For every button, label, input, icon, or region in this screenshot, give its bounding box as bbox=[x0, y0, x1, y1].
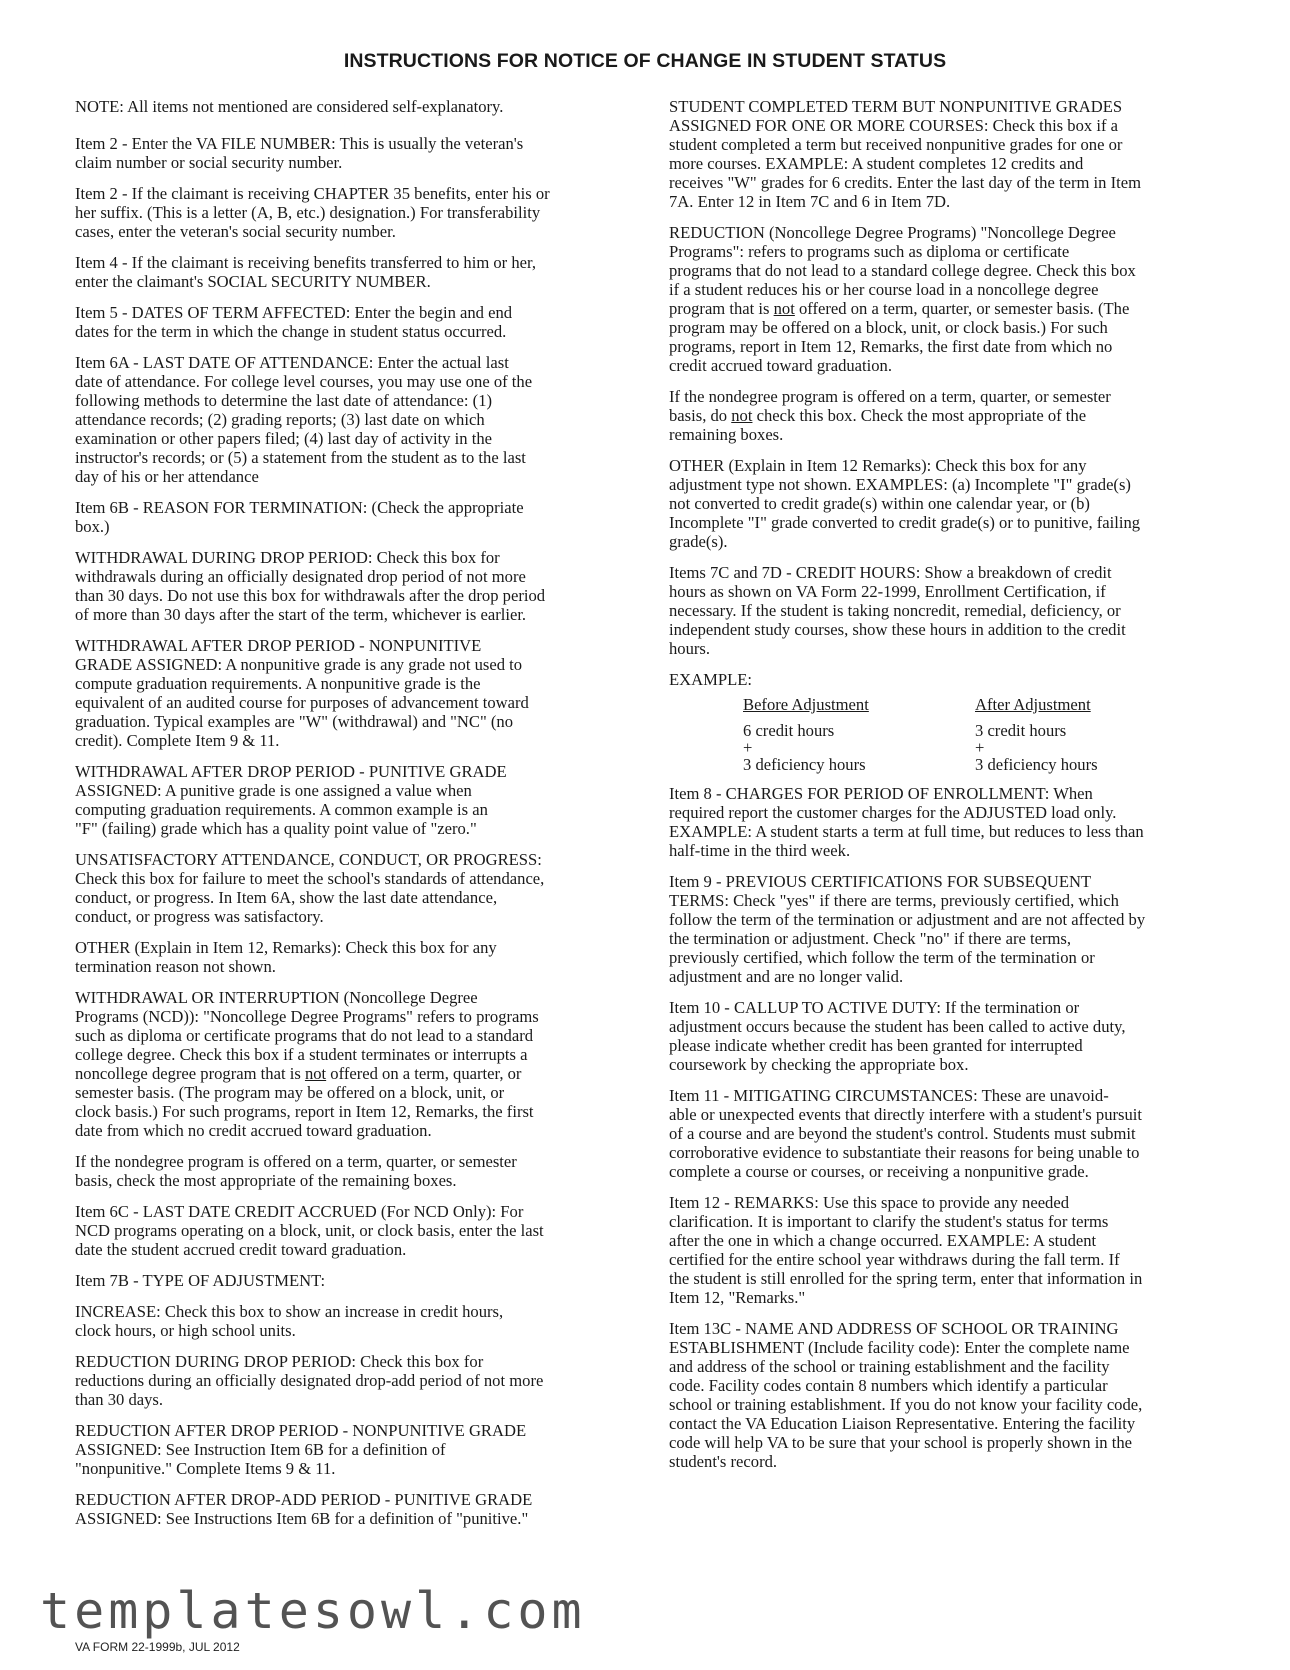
nondegree-term-basis-note: If the nondegree program is offered on a term, quarter, or semester basis, check the most appropriate of the remaining boxes. bbox=[75, 1152, 517, 1190]
example-row bbox=[669, 755, 1217, 774]
item-9-previous-certifications: Item 9 - PREVIOUS CERTIFICATIONS FOR SUBSEQUENT TERMS: Check "yes" if there are terms, previously certified, which follow the term of the termination or adjustment and are not affected by the termination or adjustment. Check "no" if there are terms, previously certified, which follow the term of the termination or adjustment and are no longer valid. bbox=[669, 872, 1146, 986]
item-10-callup-active-duty: Item 10 - CALLUP TO ACTIVE DUTY: If the termination or adjustment occurs because the student has been called to active duty, please indicate whether credit has been granted for interrupted coursework by checking the appropriate box. bbox=[669, 998, 1126, 1074]
item-7b-type-of-adjustment: Item 7B - TYPE OF ADJUSTMENT: bbox=[75, 1271, 326, 1290]
withdrawal-during-drop-period: WITHDRAWAL DURING DROP PERIOD: Check this box for withdrawals during an officially designated drop period of not more than 30 days. Do not use this box for withdrawals after the drop period of more than 30 days after the start of the term, whichever is earlier. bbox=[75, 548, 546, 624]
reduction-during-drop-period: REDUCTION DURING DROP PERIOD: Check this box for reductions during an officially designated drop-add period of not more than 30 days. bbox=[75, 1352, 544, 1409]
increase-adjustment: INCREASE: Check this box to show an increase in credit hours, clock hours, or high school units. bbox=[75, 1302, 504, 1340]
withdrawal-after-drop-nonpunitive: WITHDRAWAL AFTER DROP PERIOD - NONPUNITIVE GRADE ASSIGNED: A nonpunitive grade is any grade not used to compute graduation requirements. A nonpunitive grade is the equivalent of an audited course for purposes of advancement toward graduation. Typical examples are "W" (withdrawal) and "NC" (no credit). Complete Item 9 & 11. bbox=[75, 636, 529, 750]
items-7c-7d-credit-hours: Items 7C and 7D - CREDIT HOURS: Show a breakdown of credit hours as shown on VA Form 22-1999, Enrollment Certification, if necessary. If the student is taking noncredit, remedial, deficiency, or independent study courses, show these hours in addition to the credit hours. bbox=[669, 563, 1126, 658]
student-completed-term-nonpunitive: STUDENT COMPLETED TERM BUT NONPUNITIVE GRADES ASSIGNED FOR ONE OR MORE COURSES: Check this box if a student completed a term but received nonpunitive grades for one or more courses. EXAMPLE: A student completes 12 credits and receives "W" grades for 6 credits. Enter the last day of the term in Item 7A. Enter 12 in Item 7C and 6 in Item 7D. bbox=[669, 97, 1141, 211]
withdrawal-after-drop-punitive: WITHDRAWAL AFTER DROP PERIOD - PUNITIVE GRADE ASSIGNED: A punitive grade is one assigned a value when computing graduation requirements. A common example is an "F" (failing) grade which has a quality point value of "zero." bbox=[75, 762, 507, 838]
item-2-file-number: Item 2 - Enter the VA FILE NUMBER: This is usually the veteran's claim number or social security number. bbox=[75, 134, 524, 172]
reduction-after-drop-nonpunitive: REDUCTION AFTER DROP PERIOD - NONPUNITIVE GRADE ASSIGNED: See Instruction Item 6B for a definition of "nonpunitive." Complete Items 9 & 11. bbox=[75, 1421, 527, 1478]
item-8-charges: Item 8 - CHARGES FOR PERIOD OF ENROLLMENT: When required report the customer charges for the ADJUSTED load only. EXAMPLE: A student starts a term at full time, but reduces to less than half-time in the third week. bbox=[669, 784, 1144, 860]
credit-hours-example bbox=[669, 670, 1217, 774]
other-adjustment-type: OTHER (Explain in Item 12 Remarks): Check this box for any adjustment type not shown. EXAMPLES: (a) Incomplete "I" grade(s) not converted to credit grade(s) within one calendar year, or (b) Incomplete "I" grade converted to credit grade(s) or to punitive, failing grade(s). bbox=[669, 456, 1141, 551]
watermark: templatesowl.com bbox=[40, 1582, 586, 1640]
after-cell: + bbox=[975, 738, 985, 757]
before-cell: + bbox=[743, 738, 753, 757]
emphasis-not: not bbox=[731, 406, 753, 425]
before-cell: 6 credit hours bbox=[743, 721, 835, 740]
form-footer: VA FORM 22-1999b, JUL 2012 bbox=[75, 1640, 240, 1654]
item-6a-last-date-attendance: Item 6A - LAST DATE OF ATTENDANCE: Enter the actual last date of attendance. For college level courses, you may use one of the following methods to determine the last date of attendance: (1) attendance records; (2) grading reports; (3) last date on which examination or other papers filed; (4) last day of activity in the instructor's records; or (5) a statement from the student as to the last day of his or her attendance bbox=[75, 353, 533, 486]
item-11-mitigating-circumstances: Item 11 - MITIGATING CIRCUMSTANCES: These are unavoid- able or unexpected events that directly interfere with a student's pursuit of a course and are beyond the student's control. Students must submit corroborative evidence to substantiate their reasons for being unable to complete a course or courses, or receiving a nonpunitive grade. bbox=[669, 1086, 1142, 1181]
reduction-ncd: REDUCTION (Noncollege Degree Programs) "Noncollege Degree Programs": refers to programs such as diploma or certificate programs that do not lead to a standard college degree. Check this box if a student reduces his or her course load in a noncollege degree program that is not offered on a term, quarter, or semester basis. (The program may be offered on a block, unit, or clock basis.) For such programs, report in Item 12, Remarks, the first date from which no credit accrued toward graduation. bbox=[669, 223, 1136, 375]
item-6b-reason-termination: Item 6B - REASON FOR TERMINATION: (Check the appropriate box.) bbox=[75, 498, 524, 536]
item-13c-school-name-address: Item 13C - NAME AND ADDRESS OF SCHOOL OR TRAINING ESTABLISHMENT (Include facility code): Enter the complete name and address of the school or training establishment and the facility code. Facility codes contain 8 numbers which identify a particular school or training establishment. If you do not know your facility code, contact the VA Education Liaison Representative. Entering the facility code will help VA to be sure that your school is properly shown in the student's record. bbox=[669, 1319, 1143, 1471]
before-cell: 3 deficiency hours bbox=[743, 755, 866, 774]
item-4-ssn: Item 4 - If the claimant is receiving benefits transferred to him or her, enter the claimant's SOCIAL SECURITY NUMBER. bbox=[75, 253, 537, 291]
nondegree-do-not-check: If the nondegree program is offered on a term, quarter, or semester basis, do not check this box. Check the most appropriate of the remaining boxes. bbox=[669, 387, 1111, 444]
after-cell: 3 deficiency hours bbox=[975, 755, 1098, 774]
emphasis-not: not bbox=[304, 1064, 327, 1083]
item-5-dates-of-term: Item 5 - DATES OF TERM AFFECTED: Enter the begin and end dates for the term in which the change in student status occurred. bbox=[75, 303, 513, 341]
example-label: EXAMPLE: bbox=[669, 670, 752, 689]
page-title: INSTRUCTIONS FOR NOTICE OF CHANGE IN STUDENT STATUS bbox=[343, 50, 947, 72]
emphasis-not: not bbox=[773, 299, 795, 318]
left-column bbox=[75, 97, 623, 1540]
withdrawal-or-interruption-ncd: WITHDRAWAL OR INTERRUPTION (Noncollege Degree Programs (NCD)): "Noncollege Degree Programs" refers to programs such as diploma or certificate programs that do not lead to a standard college degree. Check this box if a student terminates or interrupts a noncollege degree program that is not offered on a term, quarter, or semester basis. (The program may be offered on a block, unit, or clock basis.) For such programs, report in Item 12, Remarks, the first date from which no credit accrued toward graduation. bbox=[75, 988, 539, 1140]
reduction-after-drop-add-punitive: REDUCTION AFTER DROP-ADD PERIOD - PUNITIVE GRADE ASSIGNED: See Instructions Item 6B for a definition of "punitive." bbox=[75, 1490, 533, 1528]
after-adjustment-header: After Adjustment bbox=[975, 695, 1091, 714]
item-2-chapter-35: Item 2 - If the claimant is receiving CHAPTER 35 benefits, enter his or her suffix. (This is a letter (A, B, etc.) designation.) For transferability cases, enter the veteran's social security number. bbox=[75, 184, 550, 241]
example-row bbox=[669, 740, 1217, 755]
item-6c-last-date-credit: Item 6C - LAST DATE CREDIT ACCRUED (For NCD Only): For NCD programs operating on a block, unit, or clock basis, enter the last date the student accrued credit toward graduation. bbox=[75, 1202, 544, 1259]
other-termination-reason: OTHER (Explain in Item 12, Remarks): Check this box for any termination reason not shown. bbox=[75, 938, 497, 976]
example-header-row bbox=[669, 695, 1217, 714]
note-paragraph: NOTE: All items not mentioned are considered self-explanatory. bbox=[75, 97, 504, 116]
before-adjustment-header: Before Adjustment bbox=[743, 695, 869, 714]
right-column bbox=[669, 97, 1217, 1483]
unsatisfactory-attendance: UNSATISFACTORY ATTENDANCE, CONDUCT, OR PROGRESS: Check this box for failure to meet the school's standards of attendance, conduct, or progress. In Item 6A, show the last date attendance, conduct, or progress was satisfactory. bbox=[75, 850, 545, 926]
item-12-remarks: Item 12 - REMARKS: Use this space to provide any needed clarification. It is important to clarify the student's status for terms after the one in which a change occurred. EXAMPLE: A student certified for the entire school year withdraws during the fall term. If the student is still enrolled for the spring term, enter that information in Item 12, "Remarks." bbox=[669, 1193, 1143, 1307]
after-cell: 3 credit hours bbox=[975, 721, 1067, 740]
